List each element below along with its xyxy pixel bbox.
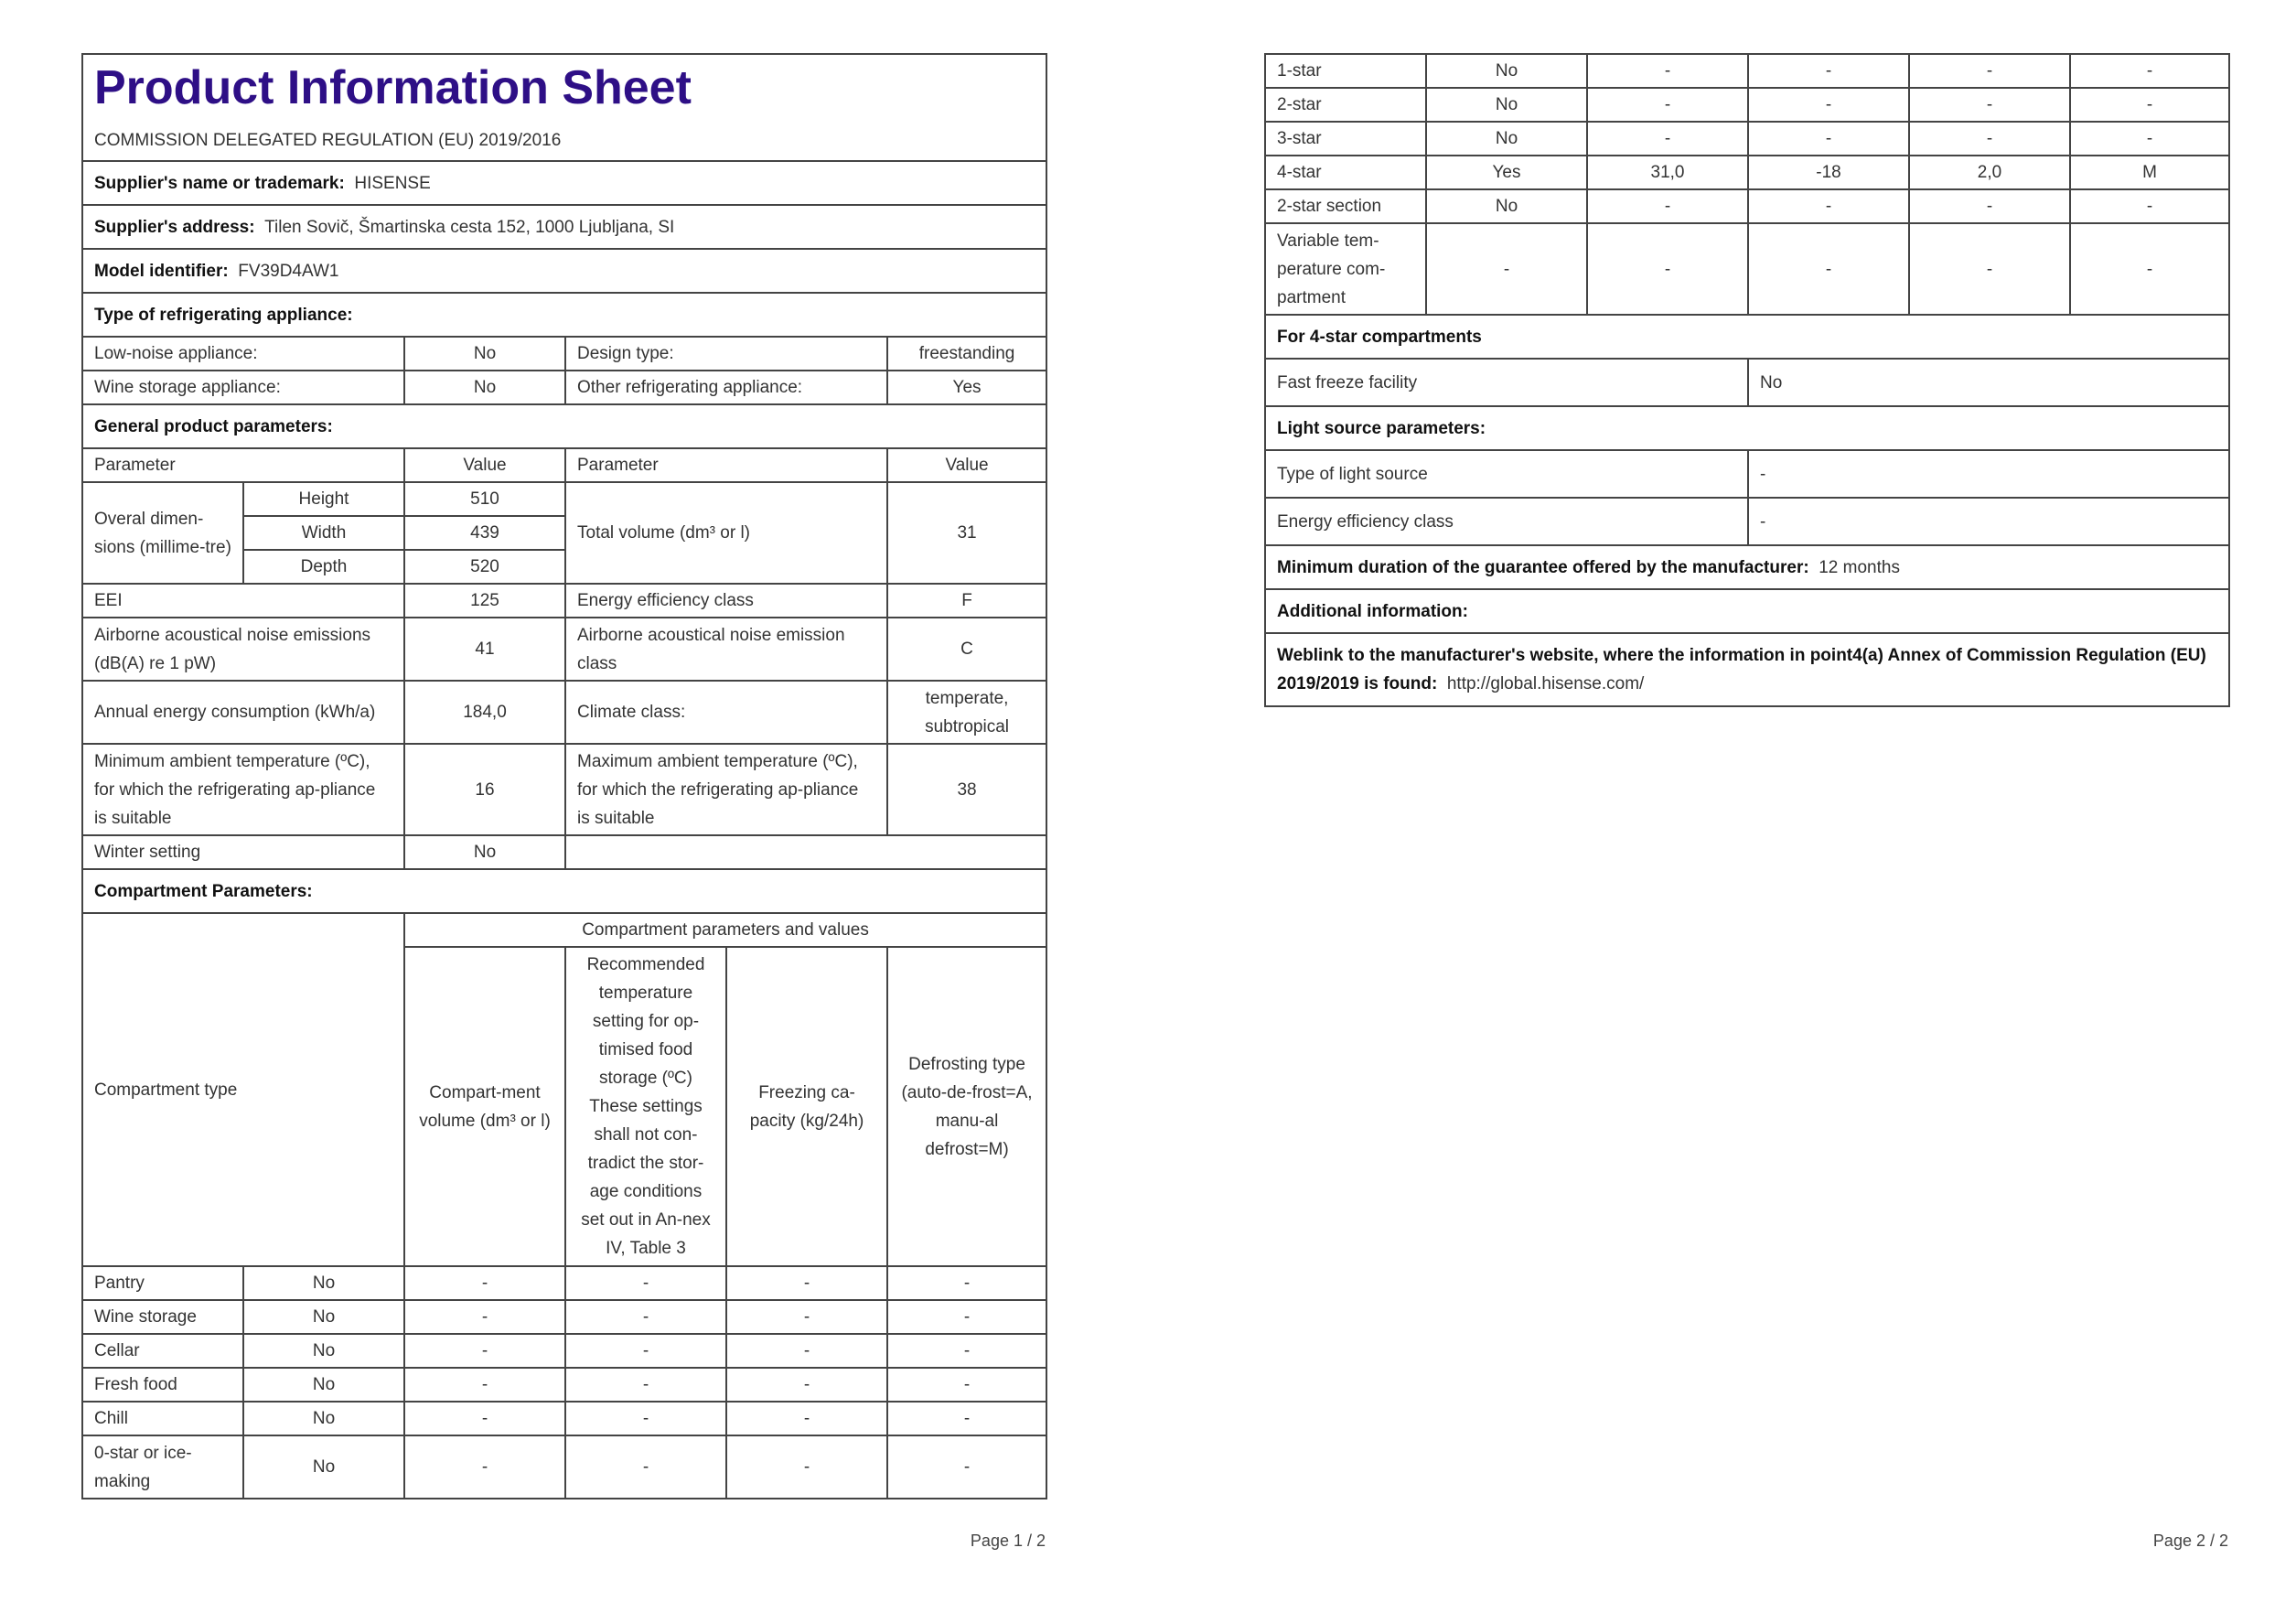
compartment-freezing: -	[726, 1368, 887, 1402]
supplier-address-value: Tilen Sovič, Šmartinska cesta 152, 1000 Ljubljana, SI	[264, 217, 675, 237]
max-temp-value: 38	[887, 744, 1046, 835]
compartment-present: No	[243, 1300, 404, 1334]
star-defrost: -	[2070, 122, 2229, 156]
supplier-address-row	[82, 205, 1046, 249]
compartment-name: Wine storage	[82, 1300, 243, 1334]
star-freezing: -	[1909, 223, 2070, 315]
compartment-volume: -	[404, 1266, 565, 1300]
dimensions-label: Overal dimen-sions (millime-tre)	[82, 482, 243, 584]
guarantee-label: Minimum duration of the guarantee offered by the manufacturer:	[1277, 557, 1809, 577]
supplier-name-row	[82, 161, 1046, 205]
table-row	[1265, 54, 2229, 88]
table-row	[82, 1402, 1046, 1435]
compartment-volume: -	[404, 1435, 565, 1499]
compartment-temp: -	[565, 1334, 726, 1368]
compartment-freezing: -	[726, 1435, 887, 1499]
star-volume: -	[1587, 88, 1748, 122]
star-freezing: 2,0	[1909, 156, 2070, 189]
compartment-volume: -	[404, 1368, 565, 1402]
annual-energy-value: 184,0	[404, 681, 565, 744]
compartment-present: No	[243, 1368, 404, 1402]
star-temp: -	[1748, 223, 1909, 315]
star-name: Variable tem-perature com-partment	[1265, 223, 1426, 315]
compartment-defrost: -	[887, 1435, 1046, 1499]
width-label: Width	[243, 516, 404, 550]
model-label: Model identifier:	[94, 261, 229, 281]
height-label: Height	[243, 482, 404, 516]
noise-class-label: Airborne acoustical noise emission class	[565, 618, 887, 681]
compartment-freezing: -	[726, 1334, 887, 1368]
additional-header: Additional information:	[1265, 589, 2229, 633]
low-noise-label: Low-noise appliance:	[82, 337, 404, 371]
compartment-volume: -	[404, 1402, 565, 1435]
total-volume-value: 31	[887, 482, 1046, 584]
regulation-text: COMMISSION DELEGATED REGULATION (EU) 2019/2016	[94, 131, 562, 150]
compartment-temp: -	[565, 1300, 726, 1334]
min-temp-value: 16	[404, 744, 565, 835]
energy-class-value: F	[887, 584, 1046, 618]
star-name: 2-star section	[1265, 189, 1426, 223]
table-row	[1265, 122, 2229, 156]
guarantee-row	[1265, 545, 2229, 589]
star-temp: -	[1748, 88, 1909, 122]
compartment-defrost: -	[887, 1300, 1046, 1334]
noise-label: Airborne acoustical noise emissions (dB(A) re 1 pW)	[82, 618, 404, 681]
light-class-value: -	[1748, 498, 2229, 545]
star-volume: -	[1587, 223, 1748, 315]
compartment-freezing: -	[726, 1402, 887, 1435]
compartment-temp: -	[565, 1368, 726, 1402]
climate-label: Climate class:	[565, 681, 887, 744]
star-defrost: -	[2070, 223, 2229, 315]
fast-freeze-value: No	[1748, 359, 2229, 406]
compartment-present: No	[243, 1435, 404, 1499]
empty-cell	[565, 835, 1046, 869]
guarantee-value: 12 months	[1819, 557, 1900, 577]
model-value: FV39D4AW1	[238, 261, 339, 281]
star-temp: -18	[1748, 156, 1909, 189]
star-freezing: -	[1909, 122, 2070, 156]
table-row	[82, 1266, 1046, 1300]
star-present: No	[1426, 88, 1587, 122]
compartment-defrost: -	[887, 1402, 1046, 1435]
star-volume: -	[1587, 189, 1748, 223]
compartment-defrost: -	[887, 1334, 1046, 1368]
star-temp: -	[1748, 122, 1909, 156]
table-row	[1265, 189, 2229, 223]
compartment-name: Fresh food	[82, 1368, 243, 1402]
noise-class-value: C	[887, 618, 1046, 681]
compartment-present: No	[243, 1266, 404, 1300]
compartment-type-label: Compartment type	[82, 913, 404, 1266]
table-row	[82, 1368, 1046, 1402]
compartment-present: No	[243, 1402, 404, 1435]
weblink-value[interactable]: http://global.hisense.com/	[1446, 674, 1645, 693]
wine-storage-value: No	[404, 371, 565, 404]
winter-label: Winter setting	[82, 835, 404, 869]
other-appliance-label: Other refrigerating appliance:	[565, 371, 887, 404]
star-temp: -	[1748, 54, 1909, 88]
design-type-label: Design type:	[565, 337, 887, 371]
wine-storage-label: Wine storage appliance:	[82, 371, 404, 404]
supplier-name-label: Supplier's name or trademark:	[94, 173, 345, 193]
table-row	[82, 1435, 1046, 1499]
star-present: No	[1426, 54, 1587, 88]
page1-sheet	[81, 53, 1047, 1499]
star-present: -	[1426, 223, 1587, 315]
eei-label: EEI	[82, 584, 404, 618]
weblink-label: Weblink to the manufacturer's website, where the information in point4(a) Annex of Commission Regulation (EU) 2019/2019 is found:	[1277, 646, 2206, 693]
star-freezing: -	[1909, 54, 2070, 88]
light-class-label: Energy efficiency class	[1265, 498, 1748, 545]
star-present: Yes	[1426, 156, 1587, 189]
page-number-1: Page 1 / 2	[970, 1532, 1046, 1550]
climate-value: temperate, subtropical	[887, 681, 1046, 744]
star-volume: -	[1587, 122, 1748, 156]
value-col-header-2: Value	[887, 448, 1046, 482]
star-freezing: -	[1909, 88, 2070, 122]
star-defrost: -	[2070, 88, 2229, 122]
star-name: 2-star	[1265, 88, 1426, 122]
design-type-value: freestanding	[887, 337, 1046, 371]
total-volume-label: Total volume (dm³ or l)	[565, 482, 887, 584]
table-row	[1265, 223, 2229, 315]
page-number-2: Page 2 / 2	[2152, 1532, 2228, 1550]
compartment-name: 0-star or ice-making	[82, 1435, 243, 1499]
table-row	[1265, 156, 2229, 189]
compartment-name: Chill	[82, 1402, 243, 1435]
fast-freeze-label: Fast freeze facility	[1265, 359, 1748, 406]
four-star-header: For 4-star compartments	[1265, 315, 2229, 359]
star-present: No	[1426, 189, 1587, 223]
light-type-label: Type of light source	[1265, 450, 1748, 498]
low-noise-value: No	[404, 337, 565, 371]
model-row	[82, 249, 1046, 293]
other-appliance-value: Yes	[887, 371, 1046, 404]
table-row	[82, 1300, 1046, 1334]
weblink-row	[1265, 633, 2229, 706]
sheet-header	[82, 54, 1046, 161]
width-value: 439	[404, 516, 565, 550]
energy-class-label: Energy efficiency class	[565, 584, 887, 618]
freezing-header: Freezing ca-pacity (kg/24h)	[726, 947, 887, 1266]
depth-label: Depth	[243, 550, 404, 584]
compartment-defrost: -	[887, 1368, 1046, 1402]
light-header: Light source parameters:	[1265, 406, 2229, 450]
min-temp-label: Minimum ambient temperature (ºC), for which the refrigerating ap-pliance is suitable	[82, 744, 404, 835]
parameter-col-header-2: Parameter	[565, 448, 887, 482]
light-type-value: -	[1748, 450, 2229, 498]
comp-volume-header: Compart-ment volume (dm³ or l)	[404, 947, 565, 1266]
general-header: General product parameters:	[82, 404, 1046, 448]
compartment-temp: -	[565, 1402, 726, 1435]
max-temp-label: Maximum ambient temperature (ºC), for which the refrigerating ap-pliance is suitable	[565, 744, 887, 835]
star-temp: -	[1748, 189, 1909, 223]
winter-value: No	[404, 835, 565, 869]
star-volume: -	[1587, 54, 1748, 88]
compartment-name: Cellar	[82, 1334, 243, 1368]
star-freezing: -	[1909, 189, 2070, 223]
table-row	[1265, 88, 2229, 122]
compartment-present: No	[243, 1334, 404, 1368]
value-col-header: Value	[404, 448, 565, 482]
compartment-defrost: -	[887, 1266, 1046, 1300]
noise-value: 41	[404, 618, 565, 681]
parameter-col-header: Parameter	[82, 448, 404, 482]
compartment-volume: -	[404, 1334, 565, 1368]
eei-value: 125	[404, 584, 565, 618]
compartment-name: Pantry	[82, 1266, 243, 1300]
supplier-address-label: Supplier's address:	[94, 217, 255, 237]
recommended-temp-header: Recommended temperature setting for op-timised food storage (ºC) These settings shall not con-tradict the stor-age conditions set out in An-nex IV, Table 3	[565, 947, 726, 1266]
table-row	[82, 1334, 1046, 1368]
compartment-header: Compartment Parameters:	[82, 869, 1046, 913]
star-name: 3-star	[1265, 122, 1426, 156]
compartment-temp: -	[565, 1435, 726, 1499]
star-defrost: -	[2070, 54, 2229, 88]
page2-sheet	[1264, 53, 2230, 707]
star-name: 1-star	[1265, 54, 1426, 88]
compartment-freezing: -	[726, 1266, 887, 1300]
defrost-header: Defrosting type (auto-de-frost=A, manu-al defrost=M)	[887, 947, 1046, 1266]
comp-params-header: Compartment parameters and values	[404, 913, 1046, 947]
depth-value: 520	[404, 550, 565, 584]
compartment-temp: -	[565, 1266, 726, 1300]
star-defrost: M	[2070, 156, 2229, 189]
type-header: Type of refrigerating appliance:	[82, 293, 1046, 337]
height-value: 510	[404, 482, 565, 516]
star-defrost: -	[2070, 189, 2229, 223]
star-present: No	[1426, 122, 1587, 156]
page-title: Product Information Sheet	[94, 61, 692, 114]
annual-energy-label: Annual energy consumption (kWh/a)	[82, 681, 404, 744]
supplier-name-value: HISENSE	[354, 173, 431, 193]
star-name: 4-star	[1265, 156, 1426, 189]
star-volume: 31,0	[1587, 156, 1748, 189]
compartment-volume: -	[404, 1300, 565, 1334]
compartment-freezing: -	[726, 1300, 887, 1334]
